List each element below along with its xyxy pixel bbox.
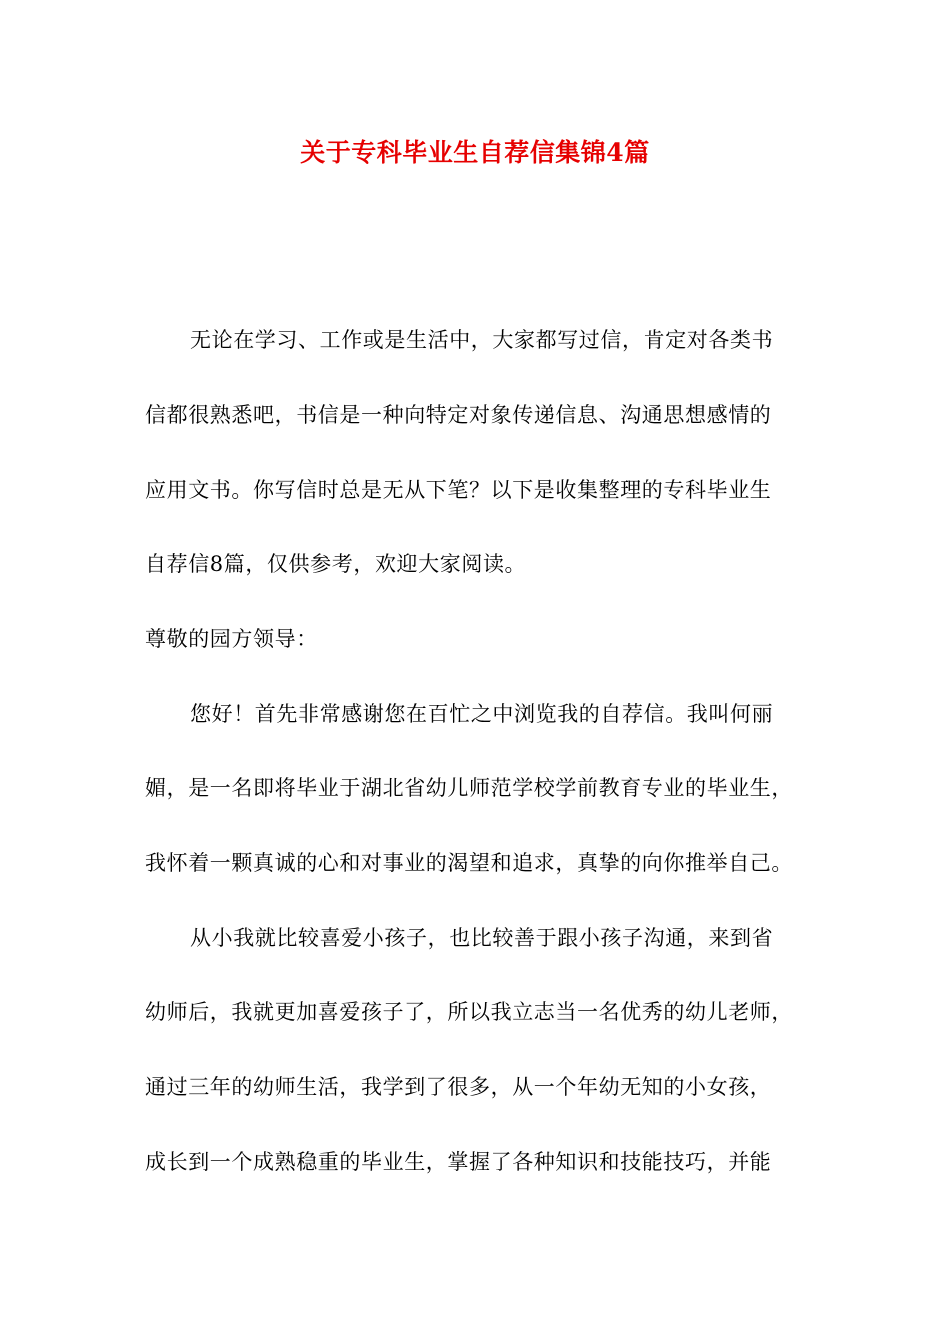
salutation-line: 尊敬的园方领导： — [145, 627, 318, 651]
paragraph-line: 您好！首先非常感谢您在百忙之中浏览我的自荐信。我叫何丽 — [190, 702, 774, 726]
paragraph-line: 自荐信8篇，仅供参考，欢迎大家阅读。 — [145, 552, 527, 576]
paragraph-line: 从小我就比较喜爱小孩子，也比较善于跟小孩子沟通，来到省 — [190, 926, 774, 950]
paragraph-line: 通过三年的幼师生活，我学到了很多，从一个年幼无知的小女孩， — [145, 1075, 772, 1099]
paragraph-line: 应用文书。你写信时总是无从下笔？以下是收集整理的专科毕业生 — [145, 478, 772, 502]
paragraph-line: 无论在学习、工作或是生活中，大家都写过信，肯定对各类书 — [190, 328, 774, 352]
paragraph-line: 幼师后，我就更加喜爱孩子了，所以我立志当一名优秀的幼儿老师， — [145, 1000, 793, 1024]
paragraph-line: 成长到一个成熟稳重的毕业生，掌握了各种知识和技能技巧，并能 — [145, 1150, 772, 1174]
paragraph-line: 媚，是一名即将毕业于湖北省幼儿师范学校学前教育专业的毕业生， — [145, 776, 793, 800]
paragraph-line: 信都很熟悉吧，书信是一种向特定对象传递信息、沟通思想感情的 — [145, 403, 772, 427]
document-title: 关于专科毕业生自荐信集锦4篇 — [300, 138, 650, 167]
paragraph-line: 我怀着一颗真诚的心和对事业的渴望和追求，真挚的向你推举自己。 — [145, 851, 793, 875]
